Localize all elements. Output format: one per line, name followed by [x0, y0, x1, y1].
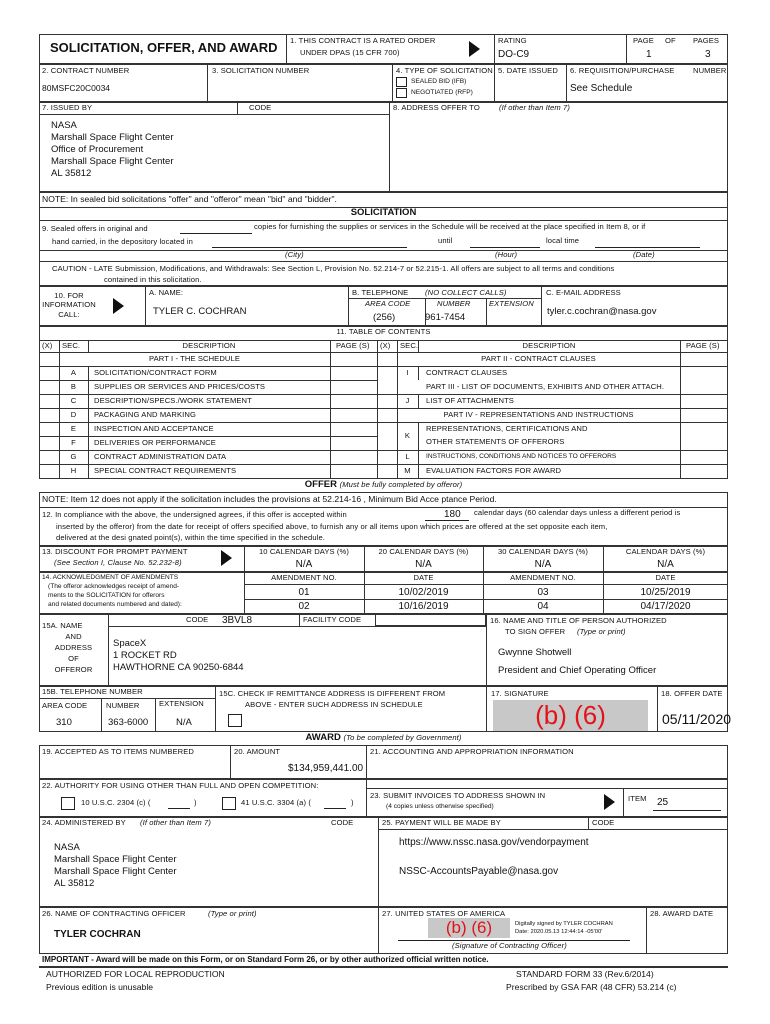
toc-sec: L: [405, 452, 410, 461]
ack-label-2: (The offeror acknowledges receipt of amend-: [48, 583, 180, 590]
divider: [39, 450, 728, 451]
amend-date-label: DATE: [655, 573, 676, 582]
footer-rule: [39, 966, 728, 968]
toc-desc[interactable]: DESCRIPTION/SPECS./WORK STATEMENT: [94, 396, 252, 405]
toc-part-1: PART I - THE SCHEDULE: [149, 354, 240, 363]
discount-hint: (See Section I, Clause No. 52.232-8): [54, 558, 182, 567]
info-call-label-2: INFORMATION: [42, 300, 96, 309]
telephone-15b-label: 15B. TELEPHONE NUMBER: [42, 687, 143, 696]
discount-label: 13. DISCOUNT FOR PROMPT PAYMENT: [42, 547, 188, 556]
divider: [330, 340, 331, 479]
divider: [244, 584, 728, 585]
date-caption: (Date): [633, 250, 655, 259]
signer-title: President and Chief Operating Officer: [498, 665, 657, 676]
amend-no: 04: [537, 601, 549, 612]
divider: [39, 394, 728, 395]
previous-edition: Previous edition is unusable: [46, 982, 154, 992]
award-heading: AWARD: [305, 732, 341, 743]
arrow-right-icon: [113, 298, 124, 314]
officer-label: 26. NAME OF CONTRACTING OFFICER: [42, 909, 186, 918]
offeror-label-2: AND: [65, 632, 82, 641]
ack-label-1: 14. ACKNOWLEDGMENT OF AMENDMENTS: [42, 574, 179, 581]
no-collect-label: (NO COLLECT CALLS): [425, 288, 507, 297]
divider: [237, 102, 238, 114]
usc-2304-close: ): [194, 798, 197, 807]
offeror-code-label: CODE: [186, 615, 209, 624]
admin-line-4: AL 35812: [54, 878, 95, 889]
item12-days: 180: [444, 509, 461, 520]
note-item12: NOTE: Item 12 does not apply if the solicitation includes the provisions at 52.214-16 , Minimum Bid Acce ptance Period.: [42, 494, 497, 504]
divider: [39, 352, 728, 353]
toc-sec: A: [70, 368, 77, 377]
toc-desc[interactable]: LIST OF ATTACHMENTS: [426, 396, 514, 405]
issuer-line-4: Marshall Space Flight Center: [51, 156, 174, 167]
digital-signature-line-1: Digitally signed by TYLER COCHRAN: [515, 921, 613, 927]
facility-code-label: FACILITY CODE: [303, 615, 362, 624]
signer-label-2: TO SIGN OFFER: [505, 627, 566, 636]
amend-date: 10/25/2019: [640, 587, 691, 598]
usc-2304-field[interactable]: [168, 808, 190, 809]
toc-desc[interactable]: SPECIAL CONTRACT REQUIREMENTS: [94, 466, 237, 475]
divider: [39, 380, 377, 381]
divider: [348, 286, 349, 326]
arrow-right-icon: [469, 41, 480, 57]
offeror-line-2: 1 ROCKET RD: [113, 650, 177, 661]
divider: [108, 626, 486, 627]
important-note: IMPORTANT - Award will be made on this Form, or on Standard Form 26, or by other authorized official written notice.: [42, 955, 489, 964]
toc-sec: C: [70, 396, 77, 405]
toc-col-pages-right: PAGE (S): [686, 341, 720, 350]
divider: [494, 64, 495, 102]
divider: [486, 614, 487, 686]
extension-label: EXTENSION: [159, 699, 204, 708]
toc-part-4: PART IV - REPRESENTATIONS AND INSTRUCTIONS: [443, 410, 634, 419]
toc-col-sec: SEC.: [62, 341, 81, 350]
payment-email[interactable]: NSSC-AccountsPayable@nasa.gov: [399, 866, 559, 877]
toc-sec: E: [70, 424, 77, 433]
payment-url[interactable]: https://www.nssc.nasa.gov/vendorpayment: [399, 837, 589, 848]
area-code: (256): [373, 312, 396, 323]
amend-no-label: AMENDMENT NO.: [510, 573, 576, 582]
toc-sec: F: [71, 438, 76, 447]
divider: [418, 394, 419, 408]
payment-code-label: CODE: [592, 818, 615, 827]
address-offer-hint: (If other than Item 7): [499, 103, 570, 112]
usc-2304-label: 10 U.S.C. 2304 (c) (: [81, 798, 151, 807]
divider: [680, 340, 681, 479]
toc-desc[interactable]: CONTRACT ADMINISTRATION DATA: [94, 452, 227, 461]
ack-label-4: and related documents numbered and dated):: [48, 601, 182, 608]
offeror-code: 3BVL8: [222, 615, 253, 626]
amend-date: 10/02/2019: [398, 587, 449, 598]
offeror-line-3: HAWTHORNE CA 90250-6844: [113, 662, 244, 673]
until-label: until: [438, 236, 453, 245]
amend-date: 10/16/2019: [398, 601, 449, 612]
negotiated-checkbox[interactable]: [396, 88, 407, 98]
signer-name: Gwynne Shotwell: [498, 647, 572, 658]
divider: [418, 366, 419, 380]
pages-label: PAGES: [693, 36, 720, 45]
rating-label: RATING: [498, 36, 527, 45]
note-sealed-bid: NOTE: In sealed bid solicitations "offer" and "offeror" mean "bid" and "bidder".: [42, 194, 337, 204]
tel-number: 961-7454: [425, 312, 466, 323]
submit-invoices-hint: (4 copies unless otherwise specified): [386, 803, 494, 810]
divider: [39, 408, 728, 409]
hour-caption: (Hour): [495, 250, 518, 259]
divider: [39, 366, 728, 367]
amend-no: 03: [537, 587, 549, 598]
toc-sec: D: [70, 410, 77, 419]
remittance-label-2: ABOVE - ENTER SUCH ADDRESS IN SCHEDULE: [245, 700, 423, 709]
toc-desc[interactable]: INSPECTION AND ACCEPTANCE: [94, 424, 214, 433]
caution-text-b: contained in this solicitation.: [104, 275, 202, 284]
divider: [646, 907, 647, 954]
copies-field[interactable]: [180, 233, 252, 234]
administered-label: 24. ADMINISTERED BY: [42, 818, 126, 827]
admin-line-3: Marshall Space Flight Center: [54, 866, 177, 877]
divider: [207, 64, 208, 102]
amend-no: 02: [298, 601, 310, 612]
toc-desc[interactable]: EVALUATION FACTORS FOR AWARD: [426, 466, 562, 475]
discount-10-label: 10 CALENDAR DAYS (%): [258, 547, 350, 556]
address-offer-label: 8. ADDRESS OFFER TO: [393, 103, 480, 112]
submit-invoices-label: 23. SUBMIT INVOICES TO ADDRESS SHOWN IN: [370, 791, 546, 800]
divider: [39, 250, 728, 251]
toc-part-2: PART II - CONTRACT CLAUSES: [481, 354, 596, 363]
rated-order-label-2: UNDER DPAS (15 CFR 700): [300, 48, 400, 57]
item12-text-d: delivered at the desi gnated point(s), within the time specified in the schedule.: [56, 533, 325, 542]
form-title: SOLICITATION, OFFER, AND AWARD: [50, 40, 278, 55]
divider: [244, 599, 728, 600]
rated-order-label: 1. THIS CONTRACT IS A RATED ORDER: [290, 36, 436, 45]
item12-text-c: inserted by the offeror) from the date for receipt of offers specified above, to furnish any or all items upon which prices are offered at the set opposite each item,: [56, 522, 608, 531]
toc-heading: 11. TABLE OF CONTENTS: [336, 327, 431, 336]
sealed-bid-checkbox[interactable]: [396, 77, 407, 87]
issued-by-label: 7. ISSUED BY: [42, 103, 93, 112]
toc-sec: H: [70, 466, 77, 475]
negotiated-label: NEGOTIATED (RFP): [411, 89, 473, 96]
admin-line-2: Marshall Space Flight Center: [54, 854, 177, 865]
toc-part-3: PART III - LIST OF DOCUMENTS, EXHIBITS AND OTHER ATTACH.: [426, 382, 665, 391]
divider: [39, 422, 728, 423]
amend-date: 04/17/2020: [640, 601, 691, 612]
facility-code-field[interactable]: [375, 614, 486, 626]
usc-3304-close: ): [351, 798, 354, 807]
city-caption: (City): [285, 250, 304, 259]
arrow-right-icon: [604, 794, 615, 810]
divider: [541, 286, 542, 326]
solicitation-heading: SOLICITATION: [350, 207, 417, 218]
discount-cal-value: N/A: [657, 559, 674, 570]
item-value: 25: [657, 797, 669, 808]
divider: [657, 686, 658, 732]
signer-hint: (Type or print): [577, 627, 626, 636]
administered-code-label: CODE: [331, 818, 354, 827]
amend-date-label: DATE: [413, 573, 434, 582]
issuer-line-2: Marshall Space Flight Center: [51, 132, 174, 143]
prescribed-by: Prescribed by GSA FAR (48 CFR) 53.214 (c): [506, 982, 677, 992]
divider: [145, 286, 146, 326]
officer-name: TYLER COCHRAN: [54, 929, 141, 940]
offeror-label-3: ADDRESS: [54, 643, 93, 652]
days-field[interactable]: [425, 520, 469, 521]
toc-desc[interactable]: INSTRUCTIONS, CONDITIONS AND NOTICES TO OFFERORS: [426, 453, 617, 460]
divider: [392, 64, 393, 102]
divider: [623, 788, 624, 817]
arrow-right-icon: [221, 550, 232, 566]
divider: [39, 436, 377, 437]
offer-heading: OFFER: [304, 479, 337, 490]
toc-desc[interactable]: OTHER STATEMENTS OF OFFERORS: [426, 437, 565, 446]
requisition-label: 6. REQUISITION/PURCHASE: [570, 66, 675, 75]
divider: [486, 298, 487, 326]
depository-field[interactable]: [212, 247, 407, 248]
toc-desc[interactable]: DELIVERIES OR PERFORMANCE: [94, 438, 216, 447]
toc-sec: I: [406, 368, 409, 377]
divider: [39, 464, 728, 465]
toc-desc[interactable]: REPRESENTATIONS, CERTIFICATIONS AND: [426, 424, 588, 433]
divider: [88, 366, 89, 479]
divider: [389, 102, 390, 192]
administered-hint: (If other than Item 7): [140, 818, 211, 827]
signature-label: 17. SIGNATURE: [491, 689, 549, 698]
item12-text-a: 12. In compliance with the above, the undersigned agrees, if this offer is accepted within: [42, 510, 347, 519]
toc-desc[interactable]: PACKAGING AND MARKING: [94, 410, 196, 419]
discount-30-label: 30 CALENDAR DAYS (%): [497, 547, 589, 556]
offeror-extension: N/A: [176, 717, 192, 728]
type-of-solicitation-label: 4. TYPE OF SOLICITATION: [396, 66, 493, 75]
toc-sec: B: [70, 382, 77, 391]
toc-desc[interactable]: SUPPLIES OR SERVICES AND PRICES/COSTS: [94, 382, 266, 391]
usc-3304-field[interactable]: [324, 808, 346, 809]
remittance-checkbox[interactable]: [228, 714, 242, 727]
authorized-reproduction: AUTHORIZED FOR LOCAL REPRODUCTION: [46, 969, 225, 979]
date-issued-label: 5. DATE ISSUED: [498, 66, 558, 75]
amount-value: $134,959,441.00: [288, 763, 364, 774]
digital-signature-line-2: Date: 2020.05.13 12:44:14 -05'00': [515, 929, 603, 935]
toc-col-x: (X): [42, 341, 53, 350]
toc-sec: M: [404, 466, 411, 475]
issued-code-label: CODE: [249, 103, 272, 112]
divider: [215, 686, 216, 732]
remittance-label: 15C. CHECK IF REMITTANCE ADDRESS IS DIFFERENT FROM: [219, 689, 446, 698]
discount-10-value: N/A: [295, 559, 313, 570]
divider: [377, 340, 378, 479]
discount-20-value: N/A: [415, 559, 432, 570]
award-date-label: 28. AWARD DATE: [650, 909, 714, 918]
admin-line-1: NASA: [54, 842, 80, 853]
offer-heading-row: [39, 480, 728, 491]
toc-desc[interactable]: SOLICITATION/CONTRACT FORM: [94, 368, 217, 377]
toc-col-sec-right: SEC.: [400, 341, 419, 350]
divider: [366, 788, 728, 789]
area-code-label: AREA CODE: [42, 701, 88, 710]
email-label: C. E-MAIL ADDRESS: [546, 288, 621, 297]
offeror-label-1: 15A. NAME: [42, 621, 83, 630]
divider: [378, 829, 728, 830]
divider: [108, 614, 109, 686]
area-code-label: AREA CODE: [365, 299, 411, 308]
divider: [626, 34, 627, 64]
accounting-label: 21. ACCOUNTING AND APPROPRIATION INFORMATION: [370, 747, 574, 756]
telephone-label: B. TELEPHONE: [352, 288, 409, 297]
item-field[interactable]: [653, 810, 721, 811]
contact-name: TYLER C. COCHRAN: [153, 306, 247, 317]
award-heading-row: [39, 733, 728, 744]
tel-extension-label: EXTENSION: [489, 299, 534, 308]
requisition-number-label: NUMBER: [693, 66, 727, 75]
discount-30-value: N/A: [534, 559, 552, 570]
date-field[interactable]: [595, 247, 700, 248]
amend-no: 01: [298, 587, 310, 598]
offeror-label-5: OFFEROR: [54, 665, 93, 674]
signer-label: 16. NAME AND TITLE OF PERSON AUTHORIZED: [490, 616, 667, 625]
offeror-line-1: SpaceX: [113, 638, 147, 649]
pages-value: 3: [705, 49, 711, 60]
contact-name-label: A. NAME:: [149, 288, 184, 297]
solicitation-number-label: 3. SOLICITATION NUMBER: [212, 66, 310, 75]
tel-number-label: NUMBER: [437, 299, 471, 308]
divider: [366, 779, 367, 817]
page-label: PAGE: [633, 36, 654, 45]
divider: [588, 817, 589, 829]
discount-cal-label: CALENDAR DAYS (%): [625, 547, 706, 556]
divider: [494, 34, 495, 64]
divider: [101, 698, 102, 732]
contract-number-label: 2. CONTRACT NUMBER: [42, 66, 130, 75]
toc-col-desc-right: DESCRIPTION: [522, 341, 576, 350]
issuer-line-5: AL 35812: [51, 168, 92, 179]
officer-hint: (Type or print): [208, 909, 257, 918]
divider: [155, 698, 156, 732]
divider: [39, 220, 728, 221]
offeror-label-4: OF: [68, 654, 79, 663]
toc-col-pages: PAGE (S): [336, 341, 370, 350]
divider: [286, 34, 287, 64]
sealed-bid-label: SEALED BID (IFB): [411, 78, 467, 85]
email-value: tyler.c.cochran@nasa.gov: [547, 306, 657, 317]
co-signature-redaction: (b) (6): [428, 918, 510, 938]
signature-caption: (Signature of Contracting Officer): [452, 941, 567, 950]
requisition-value: See Schedule: [570, 83, 633, 94]
standard-form-number: STANDARD FORM 33 (Rev.6/2014): [516, 969, 654, 979]
toc-sec: J: [405, 396, 410, 405]
divider: [486, 686, 487, 732]
offeror-number: 363-6000: [108, 717, 149, 728]
usc-3304-label: 41 U.S.C. 3304 (a) (: [241, 798, 311, 807]
page-value: 1: [646, 49, 652, 60]
divider: [378, 817, 379, 907]
payment-label: 25. PAYMENT WILL BE MADE BY: [382, 818, 501, 827]
ack-label-3: ments to the SOLICITATION for offerors: [48, 592, 165, 599]
amend-no-label: AMENDMENT NO.: [271, 573, 337, 582]
divider: [39, 114, 389, 115]
divider: [230, 745, 231, 779]
toc-col-desc: DESCRIPTION: [182, 341, 236, 350]
accepted-label: 19. ACCEPTED AS TO ITEMS NUMBERED: [42, 747, 194, 756]
divider: [378, 907, 379, 954]
divider: [39, 261, 728, 262]
info-call-label-1: 10. FOR: [54, 291, 84, 300]
divider: [566, 64, 567, 102]
of-label: OF: [665, 36, 676, 45]
rating-value: DO-C9: [498, 49, 530, 60]
item12-text-b: calendar days (60 calendar days unless a different period is: [474, 508, 681, 517]
item9-text-b: copies for furnishing the supplies or services in the Schedule will be received at the place specified in Item 8, or if: [254, 222, 646, 231]
toc-col-x-right: (X): [380, 341, 391, 350]
offer-date-label: 18. OFFER DATE: [661, 689, 723, 698]
toc-sec: K: [404, 431, 411, 440]
caution-text-a: CAUTION - LATE Submission, Modifications, and Withdrawals: See Section L, Provision No. 52.214-7 or 52.215-1. All offers are subject to all terms and conditions: [52, 264, 615, 273]
local-time-label: local time: [546, 236, 580, 245]
offer-heading-hint: (Must be fully completed by offeror): [339, 480, 463, 489]
info-call-label-3: CALL:: [58, 310, 80, 319]
usc-2304-checkbox[interactable]: [61, 797, 75, 810]
usc-3304-checkbox[interactable]: [222, 797, 236, 810]
divider: [418, 422, 419, 479]
usa-label: 27. UNITED STATES OF AMERICA: [382, 909, 506, 918]
amount-label: 20. AMOUNT: [234, 747, 281, 756]
offer-date: 05/11/2020: [662, 711, 732, 727]
item-label: ITEM: [628, 794, 647, 803]
issuer-line-3: Office of Procurement: [51, 144, 144, 155]
signature-redaction: (b) (6): [493, 700, 648, 731]
toc-desc[interactable]: CONTRACT CLAUSES: [426, 368, 508, 377]
authority-label: 22. AUTHORITY FOR USING OTHER THAN FULL AND OPEN COMPETITION:: [42, 781, 319, 790]
discount-20-label: 20 CALENDAR DAYS (%): [378, 547, 469, 556]
divider: [299, 614, 300, 626]
hour-field[interactable]: [470, 247, 540, 248]
contract-number: 80MSFC20C0034: [42, 83, 111, 93]
number-label: NUMBER: [106, 701, 140, 710]
issuer-line-1: NASA: [51, 120, 77, 131]
award-heading-hint: (To be completed by Government): [343, 733, 462, 742]
item9-text-a: 9. Sealed offers in original and: [42, 224, 148, 233]
toc-sec: G: [70, 452, 77, 461]
divider: [366, 745, 367, 779]
offeror-area-code: 310: [56, 717, 72, 728]
item9-text-c: hand carried, in the depository located in: [52, 237, 193, 246]
